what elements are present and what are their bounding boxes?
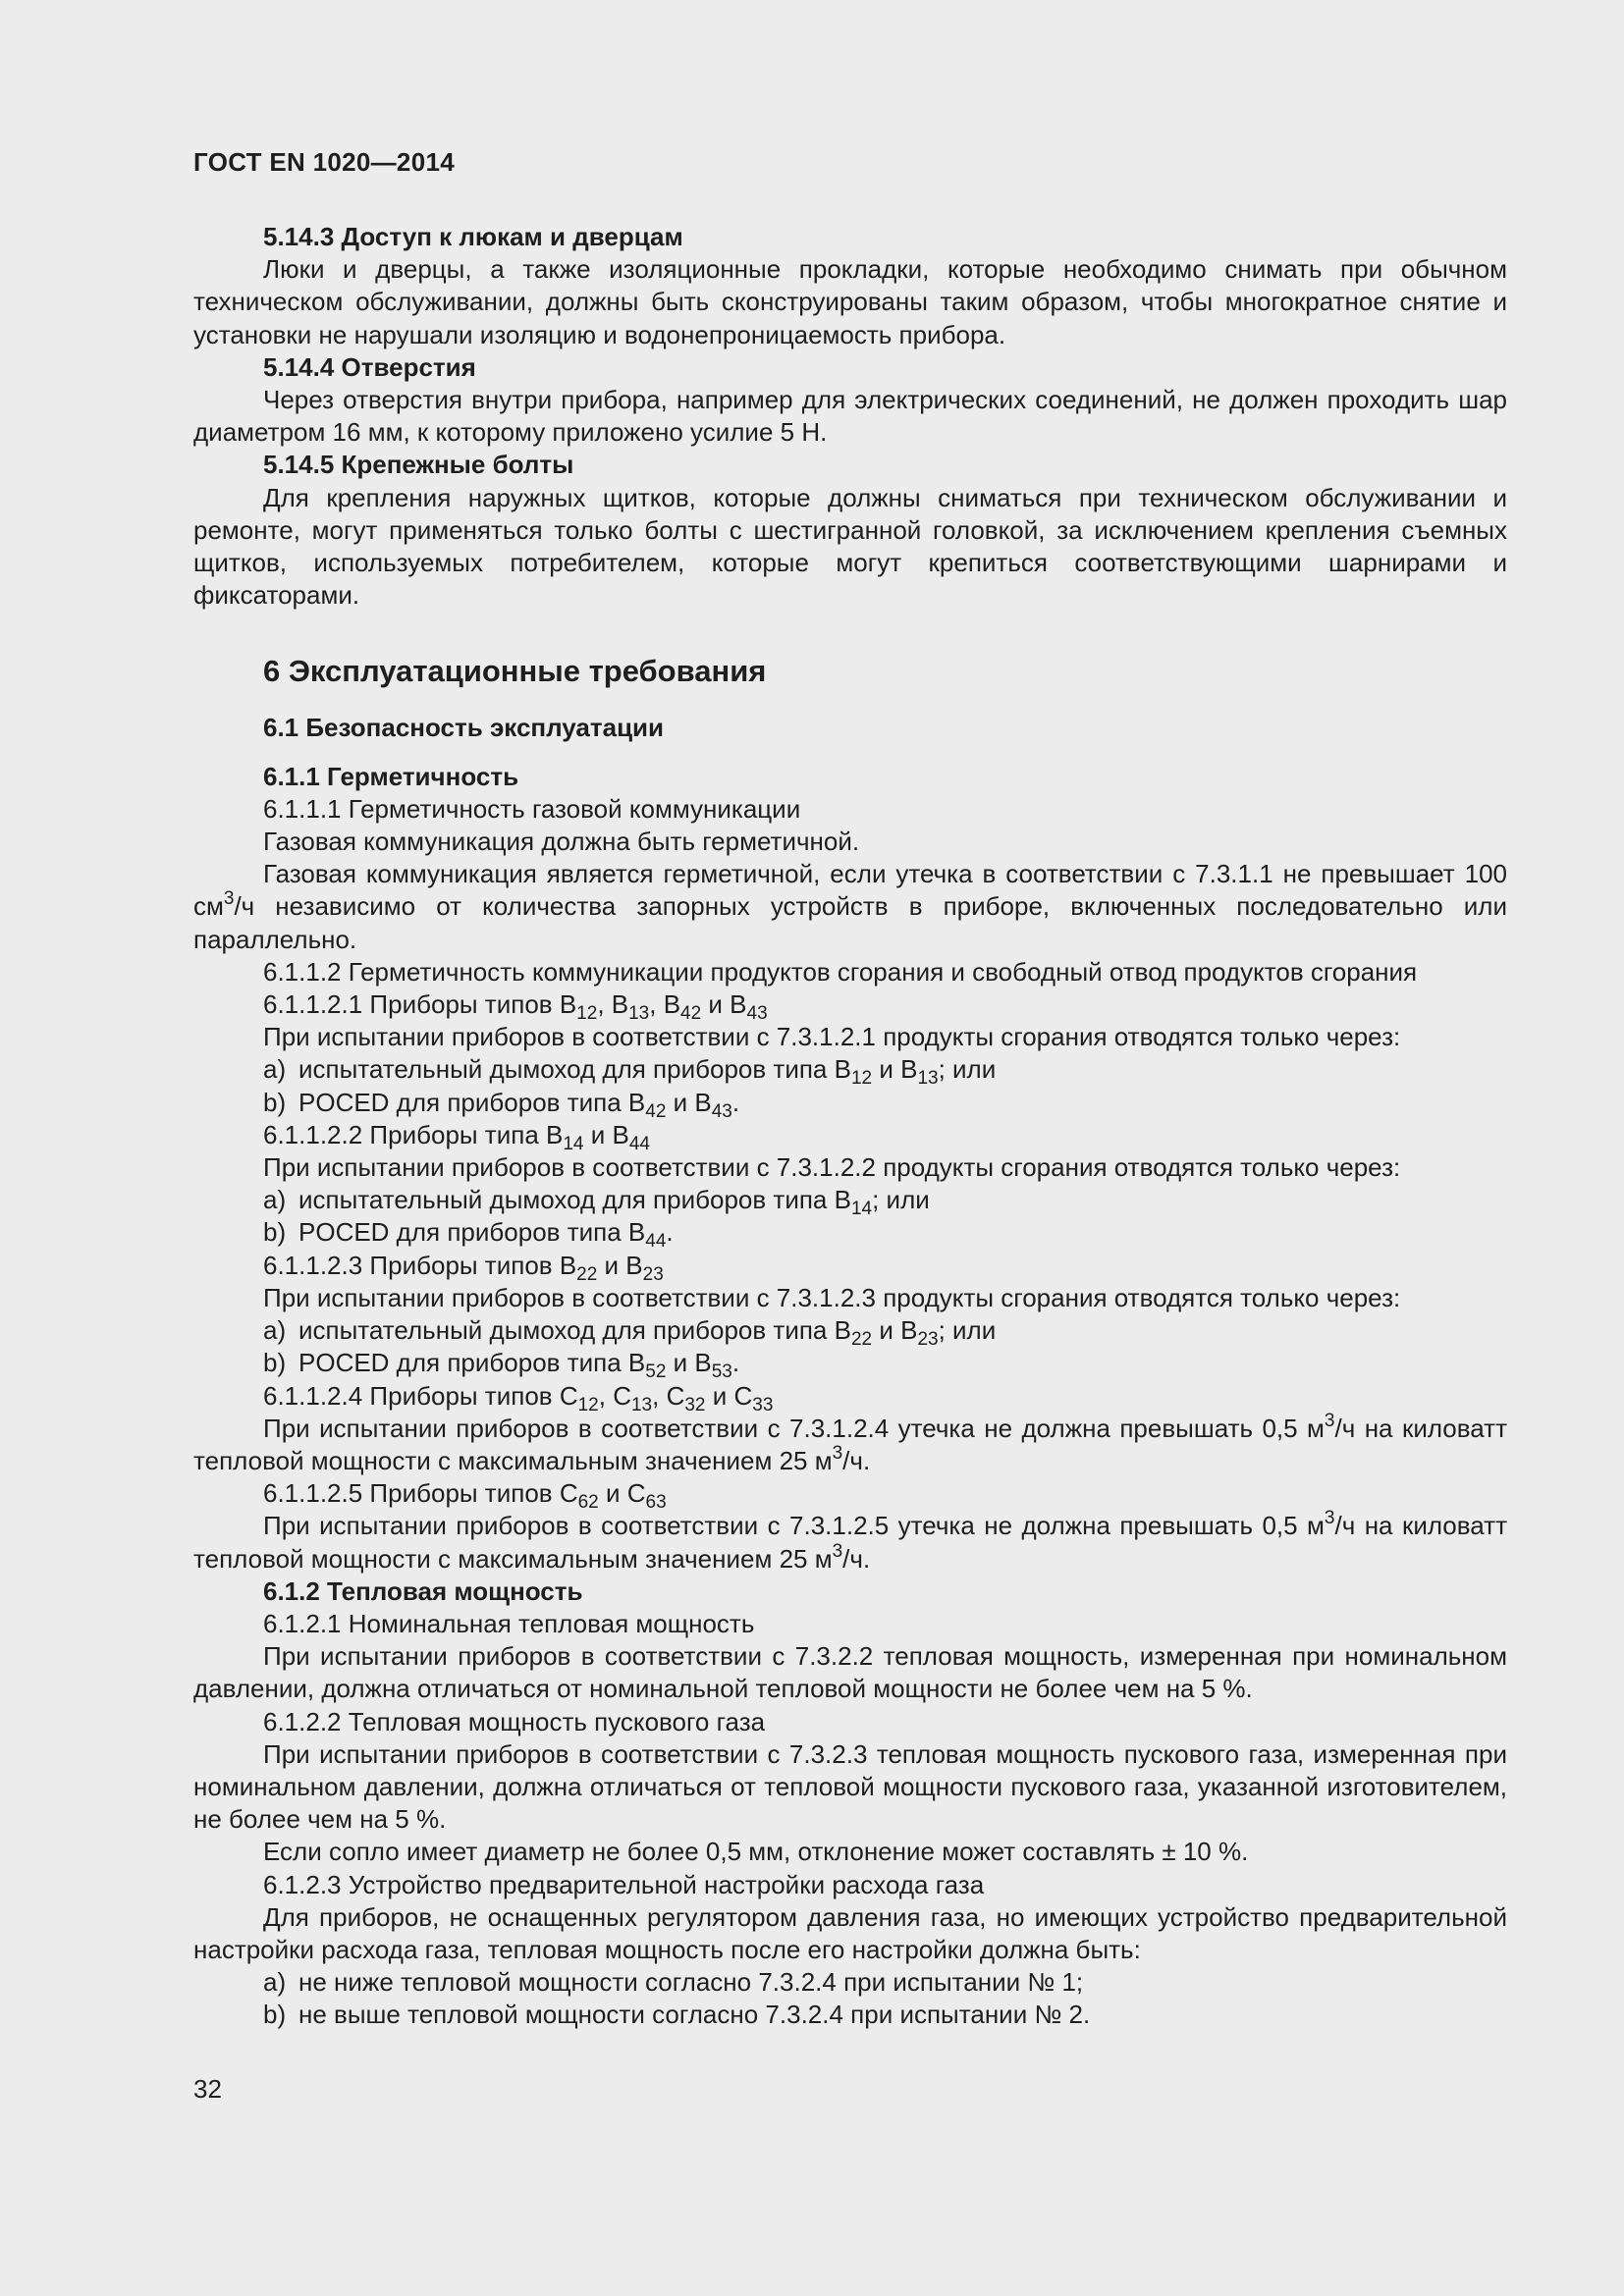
section-title-6-1-2: 6.1.2 Тепловая мощность	[263, 1575, 583, 1606]
list-item: b) POCED для приборов типа $B_{44}$.	[263, 1217, 674, 1253]
paragraph: Газовая коммуникация должна быть герметичной.	[263, 827, 860, 857]
list-item: b) не выше тепловой мощности согласно 7.3.2.4 при испытании № 2.	[263, 2000, 1091, 2030]
paragraph: 6.1.2.3 Устройство предварительной настройки расхода газа	[263, 1869, 985, 1899]
paragraph: 6.1.1.1 Герметичность газовой коммуникации	[263, 793, 801, 824]
paragraph: Люки и дверцы, а также изоляционные прокладки, которые необходимо снимать при обычном техническом обслуживании, должны быть сконструированы таким образом, чтобы многократное снятие и установки не нарушали изоляцию и водонепроницаемость прибора.	[193, 254, 1507, 349]
paragraph: Для приборов, не оснащенных регулятором давления газа, но имеющих устройство предварительной настройки расхода газа, тепловая мощность после его настройки должна быть:	[193, 1901, 1507, 1964]
chapter-title-6: 6 Эксплуатационные требования	[263, 654, 767, 689]
paragraph: Если сопло имеет диаметр не более 0,5 мм, отклонение может составлять ± 10 %.	[263, 1837, 1249, 1867]
subsection-title-6-1-1-2-1: 6.1.1.2.1 Приборы типов $B_{12}$, $B_{13}$, $B_{42}$ и $B_{43}$	[263, 989, 768, 1025]
paragraph: При испытании приборов в соответствии с 7.3.2.3 тепловая мощность пускового газа, измеренная при номинальном давлении, должна отличаться от тепловой мощности пускового газа, указанной изготовителем, не более чем на 5 %.	[193, 1738, 1507, 1835]
list-item: a) испытательный дымоход для приборов типа $B_{12}$ и $B_{13}$; или	[263, 1054, 997, 1090]
page-number: 32	[193, 2074, 222, 2104]
paragraph: При испытании приборов в соответствии с 7.3.1.2.4 утечка не должна превышать 0,5 $м^3/ч$ на киловатт тепловой мощности с максимальным значением 25 $м^3/ч$.	[193, 1410, 1507, 1475]
document-header: ГОСТ EN 1020—2014	[193, 147, 455, 177]
paragraph: 6.1.2.1 Номинальная тепловая мощность	[263, 1608, 755, 1638]
section-title-5-14-4: 5.14.4 Отверстия	[263, 351, 476, 382]
section-title-6-1-1: 6.1.1 Герметичность	[263, 761, 519, 791]
subsection-title-6-1-1-2-2: 6.1.1.2.2 Приборы типа $B_{14}$ и $B_{44}$	[263, 1119, 650, 1154]
paragraph: При испытании приборов в соответствии с 7.3.1.2.5 утечка не должна превышать 0,5 $м^3/ч$ на киловатт тепловой мощности с максимальным значением 25 $м^3/ч$.	[193, 1508, 1507, 1574]
subsection-title-6-1-1-2-3: 6.1.1.2.3 Приборы типов $B_{22}$ и $B_{23}$	[263, 1250, 664, 1285]
paragraph: При испытании приборов в соответствии с 7.3.2.2 тепловая мощность, измеренная при номинальном давлении, должна отличаться от номинальной тепловой мощности не более чем на 5 %.	[193, 1641, 1507, 1704]
paragraph: Газовая коммуникация является герметичной, если утечка в соответствии с 7.3.1.1 не превышает 100 $см^3/ч$ независимо от количества запорных устройств в приборе, включенных последовательно или параллельно.	[193, 859, 1507, 954]
paragraph: 6.1.1.2 Герметичность коммуникации продуктов сгорания и свободный отвод продуктов сгорания	[263, 956, 1418, 987]
paragraph: Для крепления наружных щитков, которые должны сниматься при техническом обслуживании и ремонте, могут применяться только болты с шестигранной головкой, за исключением крепления съемных щитков, используемых потребителем, которые могут крепиться соответствующими шарнирами и фиксаторами.	[193, 482, 1507, 611]
section-title-5-14-5: 5.14.5 Крепежные болты	[263, 450, 574, 480]
list-item: a) не ниже тепловой мощности согласно 7.3.2.4 при испытании № 1;	[263, 1967, 1084, 1998]
paragraph: При испытании приборов в соответствии с 7.3.1.2.1 продукты сгорания отводятся только через:	[263, 1022, 1401, 1052]
paragraph: При испытании приборов в соответствии с 7.3.1.2.3 продукты сгорания отводятся только через:	[263, 1282, 1401, 1312]
list-item: b) POCED для приборов типа $B_{42}$ и $B_{43}$.	[263, 1087, 740, 1122]
section-title-5-14-3: 5.14.3 Доступ к люкам и дверцам	[263, 222, 683, 251]
page-content	[193, 221, 1507, 2032]
paragraph: Через отверстия внутри прибора, например для электрических соединений, не должен проходить шар диаметром 16 мм, к которому приложено усилие 5 Н.	[193, 385, 1507, 448]
paragraph: 6.1.2.2 Тепловая мощность пускового газа	[263, 1706, 766, 1736]
list-item: a) испытательный дымоход для приборов типа $B_{22}$ и $B_{23}$; или	[263, 1315, 997, 1351]
section-title-6-1: 6.1 Безопасность эксплуатации	[263, 713, 665, 743]
subsection-title-6-1-1-2-4: 6.1.1.2.4 Приборы типов $C_{12}$, $C_{13}$, $C_{32}$ и $C_{33}$	[263, 1380, 774, 1415]
list-item: a) испытательный дымоход для приборов типа $B_{14}$; или	[263, 1185, 930, 1220]
subsection-title-6-1-1-2-5: 6.1.1.2.5 Приборы типов $C_{62}$ и $C_{63}$	[263, 1478, 667, 1514]
paragraph: При испытании приборов в соответствии с 7.3.1.2.2 продукты сгорания отводятся только через:	[263, 1152, 1401, 1183]
list-item: b) POCED для приборов типа $B_{52}$ и $B_{53}$.	[263, 1348, 740, 1383]
